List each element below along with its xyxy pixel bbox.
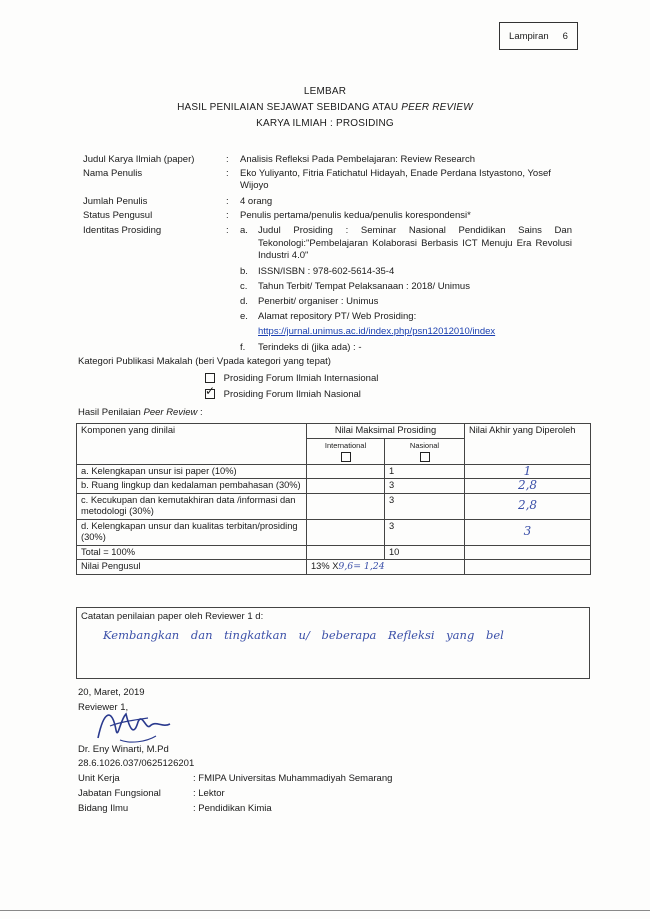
row-international xyxy=(307,464,385,479)
row-nilai-akhir: 2,8 xyxy=(465,479,591,494)
colon: : xyxy=(226,225,229,236)
table-row xyxy=(77,479,591,494)
item-d-text: Penerbit/ organiser : Unimus xyxy=(258,296,379,307)
row-nilai-akhir: 3 xyxy=(465,519,591,545)
item-a-letter: a. xyxy=(240,225,248,236)
jumlah-label: Jumlah Penulis xyxy=(83,196,148,207)
total-label: Total = 100% xyxy=(77,545,307,560)
header-nilai-maksimal: Nilai Maksimal Prosiding xyxy=(307,424,465,439)
status-label: Status Pengusul xyxy=(83,210,153,221)
unit-label: Unit Kerja xyxy=(78,773,120,784)
total-akhir xyxy=(465,545,591,560)
header-nasional-label: Nasional xyxy=(409,440,440,450)
colon: : xyxy=(226,210,229,221)
signature-image xyxy=(90,700,180,750)
row-international xyxy=(307,479,385,494)
bidang-value: : Pendidikan Kimia xyxy=(193,803,272,814)
total-international xyxy=(307,545,385,560)
option-internasional xyxy=(205,373,378,384)
pengusul-value: 13% X xyxy=(311,561,339,571)
colon: : xyxy=(226,196,229,207)
reviewer-notes-box xyxy=(76,607,590,679)
jabatan-label: Jabatan Fungsional xyxy=(78,788,161,799)
header-international xyxy=(307,438,385,464)
row-komponen: b. Ruang lingkup dan kedalaman pembahasan (30%) xyxy=(77,479,307,494)
colon: : xyxy=(226,154,229,165)
status-value: Penulis pertama/penulis kedua/penulis korespondensi* xyxy=(240,210,471,221)
checkbox-nasional-col[interactable] xyxy=(420,452,430,462)
item-e-letter: e. xyxy=(240,311,248,322)
bidang-label: Bidang Ilmu xyxy=(78,803,129,814)
item-d-letter: d. xyxy=(240,296,248,307)
judul-value: Analisis Refleksi Pada Pembelajaran: Review Research xyxy=(240,154,475,165)
check-mark-icon: ✓ xyxy=(205,384,216,399)
header-international-label: International xyxy=(324,440,367,450)
colon: : xyxy=(226,168,229,179)
table-header-row xyxy=(77,424,591,439)
row-nasional: 3 xyxy=(385,479,465,494)
checkbox-international-col[interactable] xyxy=(341,452,351,462)
score-table xyxy=(76,423,591,575)
option-nasional xyxy=(205,384,361,400)
row-komponen: c. Kecukupan dan kemutakhiran data /informasi dan metodologi (30%) xyxy=(77,493,307,519)
header-nilai-akhir: Nilai Akhir yang Diperoleh xyxy=(465,424,591,465)
hasil-prefix: Hasil Penilaian xyxy=(78,407,144,418)
item-e-text: Alamat repository PT/ Web Prosiding: xyxy=(258,311,417,322)
kategori-label: Kategori Publikasi Makalah (beri Vpada kategori yang tepat) xyxy=(78,356,331,367)
item-b-letter: b. xyxy=(240,266,248,277)
row-international xyxy=(307,519,385,545)
item-c-text: Tahun Terbit/ Tempat Pelaksanaan : 2018/ Unimus xyxy=(258,281,470,292)
title-line-3: KARYA ILMIAH : PROSIDING xyxy=(256,118,394,129)
lampiran-number: 6 xyxy=(562,30,568,42)
checkbox-nasional[interactable] xyxy=(205,384,216,399)
pengusul-handwritten: 9,6= 1,24 xyxy=(338,561,385,572)
hasil-italic: Peer Review xyxy=(143,407,198,418)
item-f-text: Terindeks di (jika ada) : - xyxy=(258,342,362,353)
hasil-suffix: : xyxy=(197,407,203,418)
total-row xyxy=(77,545,591,560)
title-line-2 xyxy=(0,102,650,113)
row-nilai-akhir: 2,8 xyxy=(465,493,591,519)
lampiran-label: Lampiran xyxy=(509,30,549,42)
row-komponen: d. Kelengkapan unsur dan kualitas terbitan/prosiding (30%) xyxy=(77,519,307,545)
identitas-label: Identitas Prosiding xyxy=(83,225,162,236)
jumlah-value: 4 orang xyxy=(240,196,273,207)
title-line-1: LEMBAR xyxy=(303,86,347,97)
row-nasional: 3 xyxy=(385,493,465,519)
judul-label: Judul Karya Ilmiah (paper) xyxy=(83,154,195,165)
reviewer-name: Dr. Eny Winarti, M.Pd xyxy=(78,744,169,755)
option-nasional-label: Prosiding Forum Ilmiah Nasional xyxy=(223,389,361,400)
row-nilai-akhir: 1 xyxy=(465,464,591,479)
header-nasional xyxy=(385,438,465,464)
header-komponen: Komponen yang dinilai xyxy=(77,424,307,465)
item-b-text: ISSN/ISBN : 978-602-5614-35-4 xyxy=(258,266,395,277)
row-komponen: a. Kelengkapan unsur isi paper (10%) xyxy=(77,464,307,479)
scan-edge-line xyxy=(0,910,650,911)
option-internasional-label: Prosiding Forum Ilmiah Internasional xyxy=(223,373,379,384)
penulis-label: Nama Penulis xyxy=(83,168,143,179)
title-line-2-text: HASIL PENILAIAN SEJAWAT SEBIDANG ATAU xyxy=(177,102,402,113)
repository-link[interactable]: https://jurnal.unimus.ac.id/index.php/psn12012010/index xyxy=(258,326,496,337)
pengusul-akhir xyxy=(465,560,591,575)
item-f-letter: f. xyxy=(240,342,246,353)
hasil-label xyxy=(78,407,203,418)
reviewer-title: Reviewer 1, xyxy=(78,702,129,713)
item-a-text: Judul Prosiding : Seminar Nasional Pendidikan Sains Dan Tekonologi:"Pembelajaran Kolaborasi Berbasis ICT Menuju Era Revolusi Industri 4.0" xyxy=(258,225,572,261)
pengusul-label: Nilai Pengusul xyxy=(77,560,307,575)
title-line-2-italic: PEER REVIEW xyxy=(401,102,473,113)
pengusul-row xyxy=(77,560,591,575)
jabatan-value: : Lektor xyxy=(193,788,225,799)
review-date: 20, Maret, 2019 xyxy=(78,687,145,698)
pengusul-value-cell xyxy=(307,560,465,575)
table-row xyxy=(77,464,591,479)
table-row xyxy=(77,519,591,545)
row-nasional: 1 xyxy=(385,464,465,479)
notes-handwritten: Kembangkan dan tingkatkan u/ beberapa Refleksi yang bel xyxy=(103,628,504,642)
checkbox-internasional[interactable] xyxy=(205,373,215,383)
penulis-value: Eko Yuliyanto, Fitria Fatichatul Hidayah, Enade Perdana Istyastono, Yosef Wijoyo xyxy=(240,168,551,191)
table-row xyxy=(77,493,591,519)
notes-label: Catatan penilaian paper oleh Reviewer 1 d: xyxy=(81,611,264,622)
total-value: 10 xyxy=(385,545,465,560)
reviewer-nip: 28.6.1026.037/0625126201 xyxy=(78,758,195,769)
row-international xyxy=(307,493,385,519)
unit-value: : FMIPA Universitas Muhammadiyah Semarang xyxy=(193,773,393,784)
lampiran-box xyxy=(499,22,578,50)
item-c-letter: c. xyxy=(240,281,248,292)
row-nasional: 3 xyxy=(385,519,465,545)
